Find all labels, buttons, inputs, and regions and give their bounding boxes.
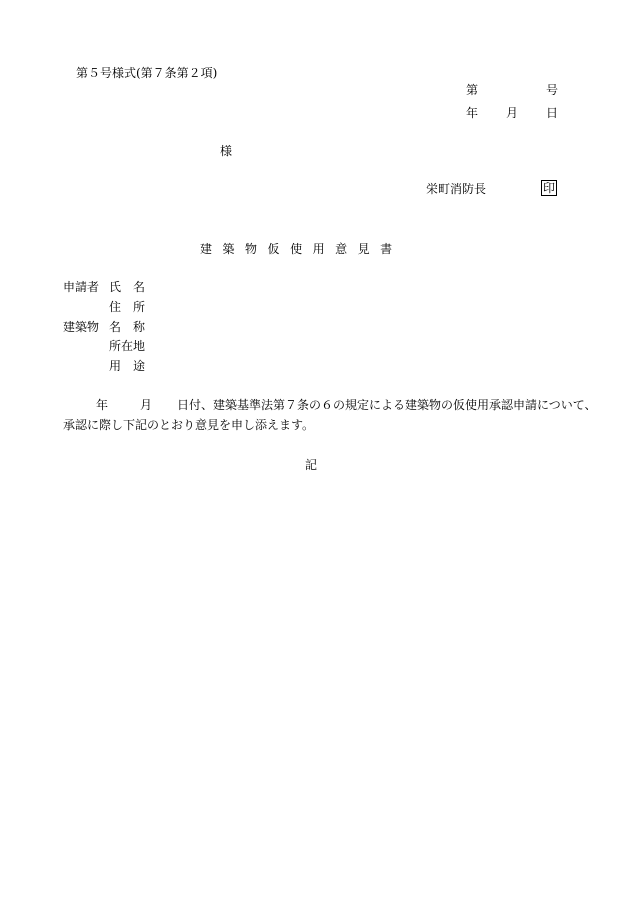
document-title [200, 243, 403, 255]
applicant-heading: 申請者 [63, 280, 100, 294]
building-location-label: 所在地 [109, 339, 146, 353]
addressee-honorific: 様 [220, 144, 233, 158]
title-char: 仮 [267, 242, 280, 256]
date-year: 年 [466, 106, 479, 120]
body-line1-rest: 日付、建築基準法第７条の６の規定による建築物の仮使用承認申請について、 [177, 398, 597, 412]
title-char: 書 [380, 242, 393, 256]
applicant-address-label: 住 所 [109, 300, 146, 314]
building-use-label: 用 途 [109, 359, 146, 373]
applicant-name-label: 氏 名 [109, 280, 146, 294]
issuer-name: 栄町消防長 [426, 182, 487, 196]
date-day: 日 [546, 106, 559, 120]
date-month: 月 [506, 106, 519, 120]
body-year: 年 [96, 398, 109, 412]
title-char: 見 [357, 242, 370, 256]
title-char: 用 [312, 242, 325, 256]
title-char: 使 [290, 242, 303, 256]
title-char: 建 [200, 242, 213, 256]
title-char: 意 [335, 242, 348, 256]
form-number: 第５号様式(第７条第２項) [76, 66, 218, 80]
body-text-line-1 [96, 399, 597, 411]
number-suffix: 号 [545, 83, 558, 97]
seal-mark: 印 [543, 181, 556, 195]
title-char: 物 [245, 242, 258, 256]
number-prefix: 第 [466, 83, 479, 97]
building-heading: 建築物 [63, 320, 100, 334]
body-text-line-2: 承認に際し下記のとおり意見を申し添えます。 [63, 418, 315, 432]
body-month: 月 [140, 398, 153, 412]
title-char: 築 [222, 242, 235, 256]
ki-heading: 記 [305, 458, 318, 472]
building-name-label: 名 称 [109, 320, 146, 334]
